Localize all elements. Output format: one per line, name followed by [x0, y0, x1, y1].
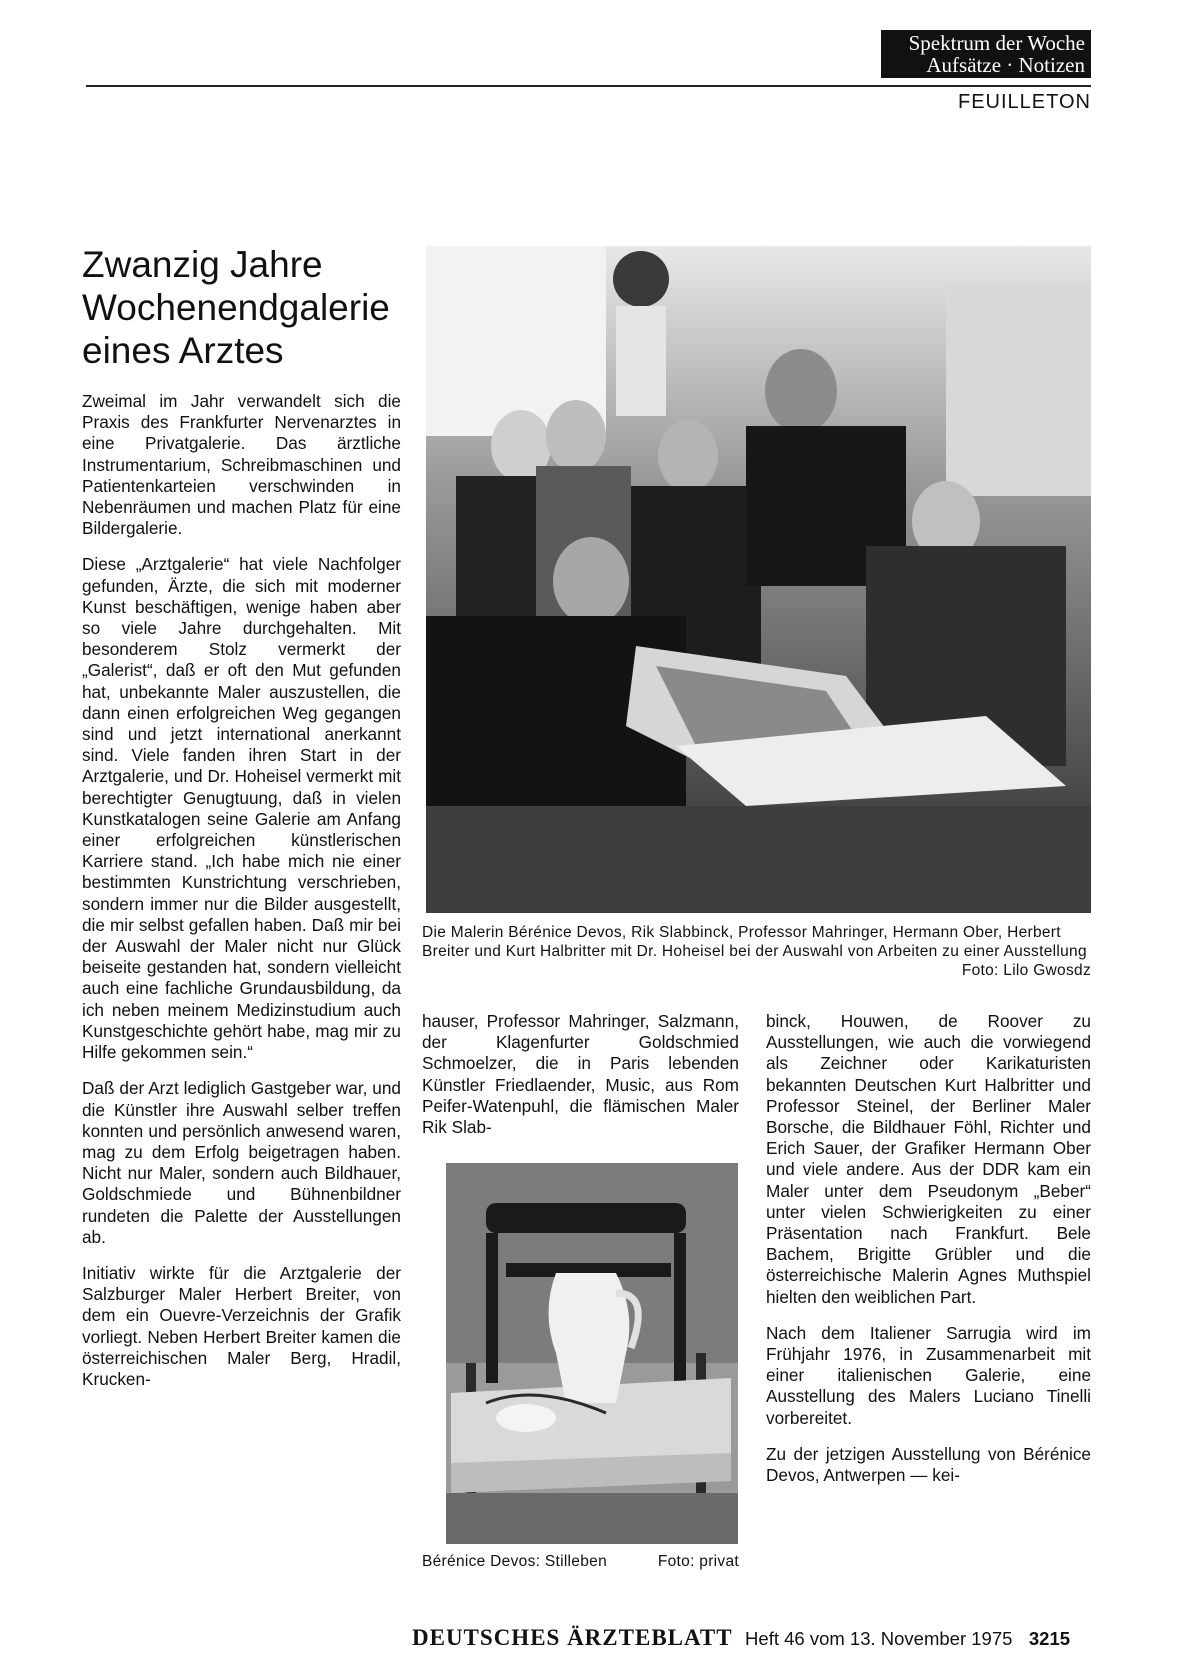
caption-text: Bérénice Devos: Stilleben [422, 1553, 607, 1570]
page-footer [412, 1625, 1094, 1651]
group-photo-illustration [426, 246, 1091, 913]
badge-line-2: Aufsätze · Notizen [926, 53, 1085, 77]
paragraph: binck, Houwen, de Roover zu Ausstellungen, wie auch die vorwiegend als Zeichner oder Karikaturisten bekannten Deutschen Kurt Halbritter und Professor Steinel, der Berliner Maler Borsche, die Bildhauer Föhl, Richter und Erich Sauer, der Grafiker Hermann Ober und viele andere. Aus der DDR kam ein Maler unter dem Pseudonym „Beber“ unter vielen Schwierigkeiten zu einer Präsentation nach Frankfurt. Bele Bachem, Brigitte Grübler und die österreichische Malerin Agnes Muthspiel hielten den weiblichen Part. [766, 1011, 1091, 1307]
paragraph: Diese „Arztgalerie“ hat viele Nachfolger gefunden, Ärzte, die sich mit moderner Kunst beschäftigen, wenige haben aber so viele Jahre durchgehalten. Mit besonderem Stolz vermerkt der „Galerist“, daß er oft den Mut gefunden hat, unbekannte Maler auszustellen, die dann einen erfolgreichen Weg gegangen sind und jetzt international anerkannt sind. Viele fanden ihren Start in der Arztgalerie, und Dr. Hoheisel vermerkt mit berechtigter Genugtuung, daß in vielen Kunstkatalogen seine Galerie am Anfang einer erfolgreichen künstlerischen Karriere stand. „Ich habe mich nie einer bestimmten Kunstrichtung verschrieben, sondern immer nur die Bilder ausgestellt, die mir selbst gefallen haben. Daß mir bei der Auswahl der Maler nicht nur Glück beiseite gestanden hat, sondern vielleicht auch eine fachliche Grundausbildung, da ich neben meinem Medizinstudium auch Kunstgeschichte gehört habe, mag mir zu Hilfe gekommen sein.“ [82, 554, 401, 1063]
publication-name: DEUTSCHES ÄRZTEBLATT [412, 1625, 733, 1650]
issue-info: Heft 46 vom 13. November 1975 [745, 1628, 1013, 1649]
header-rule [86, 85, 1091, 87]
title-line-3: eines Arztes [82, 330, 284, 371]
badge-line-1: Spektrum der Woche [908, 31, 1085, 55]
paragraph: Daß der Arzt lediglich Gastgeber war, und die Künstler ihre Auswahl selber treffen konnten und persönlich anwesend waren, mag zu dem Erfolg beigetragen haben. Nicht nur Maler, sondern auch Bildhauer, Goldschmiede und Bühnenbildner rundeten die Palette der Ausstellungen ab. [82, 1078, 401, 1247]
photo-credit: Foto: privat [657, 1553, 739, 1570]
still-life-illustration [446, 1163, 738, 1544]
caption-text: Die Malerin Bérénice Devos, Rik Slabbinck, Professor Mahringer, Hermann Ober, Herbert Breiter und Kurt Halbritter mit Dr. Hoheisel bei der Auswahl von Arbeiten zu einer Ausstellung [422, 924, 1087, 960]
paragraph: Zweimal im Jahr verwandelt sich die Praxis des Frankfurter Nervenarztes in eine Privatgalerie. Das ärztliche Instrumentarium, Schreibmaschinen und Patientenkarteien verschwinden in Nebenräumen und machen Platz für eine Bildergalerie. [82, 391, 401, 539]
text-column-1 [82, 391, 401, 1405]
paragraph: hauser, Professor Mahringer, Salzmann, der Klagenfurter Goldschmied Schmoelzer, die in Paris lebenden Künstler Friedlaender, Music, aus Rom Peifer-Watenpuhl, die flämischen Maler Rik Slab- [422, 1011, 739, 1138]
paragraph: Nach dem Italiener Sarrugia wird im Frühjahr 1976, in Zusammenarbeit mit einer italienischen Galerie, eine Ausstellung des Malers Luciano Tinelli vorbereitet. [766, 1322, 1091, 1428]
painting-caption [422, 1552, 739, 1571]
photo-caption [422, 923, 1091, 980]
photo-credit: Foto: Lilo Gwosdz [961, 962, 1091, 979]
title-line-2: Wochenendgalerie [82, 287, 390, 328]
text-column-3 [766, 1011, 1091, 1501]
text-column-2 [422, 1011, 739, 1153]
title-line-1: Zwanzig Jahre [82, 244, 323, 285]
page-number: 3215 [1028, 1628, 1071, 1649]
section-label: FEUILLETON [958, 91, 1091, 113]
article-title [82, 243, 422, 372]
group-photo [426, 246, 1091, 913]
section-badge [881, 30, 1091, 78]
still-life-painting [446, 1163, 738, 1544]
paragraph: Initiativ wirkte für die Arztgalerie der Salzburger Maler Herbert Breiter, von dem ein Ouevre-Verzeichnis der Grafik vorliegt. Neben Herbert Breiter kamen die österreichischen Maler Berg, Hradil, Krucken- [82, 1262, 401, 1389]
paragraph: Zu der jetzigen Ausstellung von Bérénice Devos, Antwerpen — kei- [766, 1443, 1091, 1486]
